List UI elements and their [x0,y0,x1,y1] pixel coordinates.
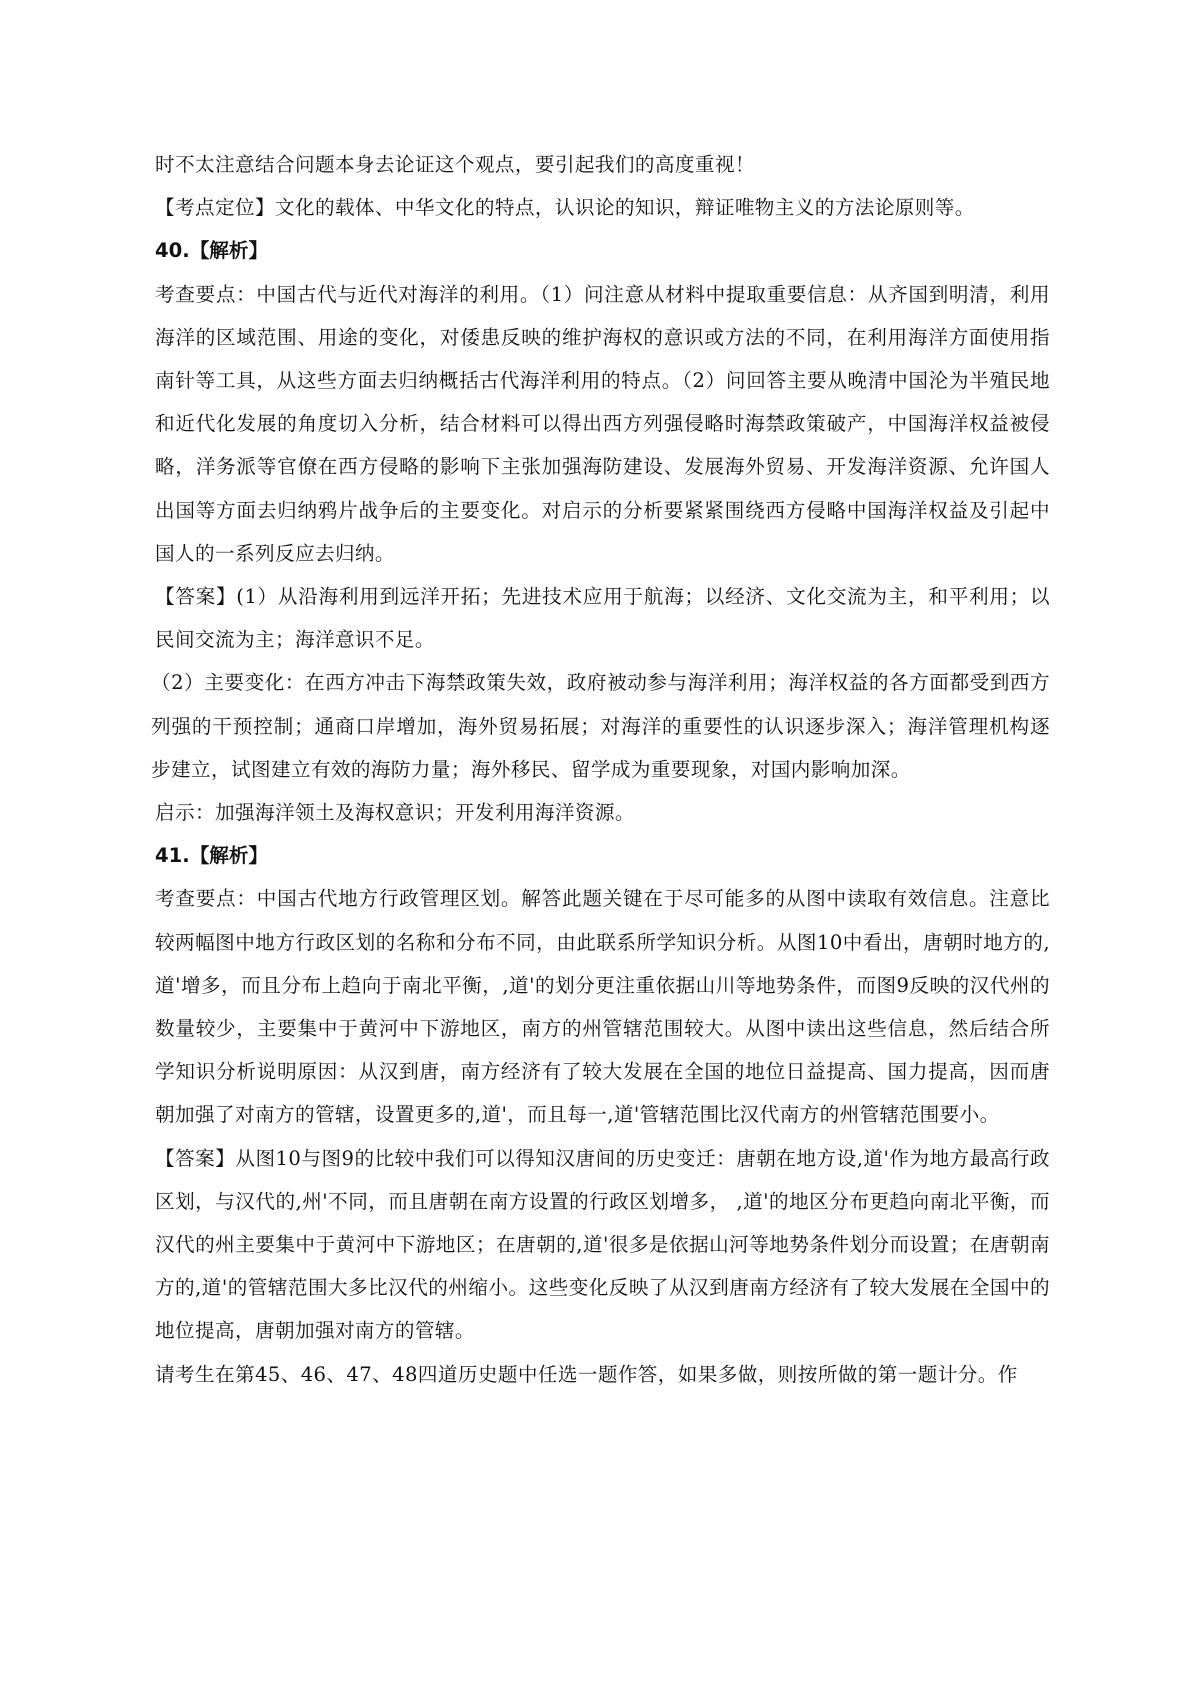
q41-analysis-paragraph: 考查要点：中国古代地方行政管理区划。解答此题关键在于尽可能多的从图中读取有效信息。注意比较两幅图中地方行政区划的名称和分布不同，由此联系所学知识分析。从图10中看出，唐朝时地方的,道'增多，而且分布上趋向于南北平衡，,道'的划分更注重依据山川等地势条件，而图9反映的汉代州的数量较少，主要集中于黄河中下游地区，南方的州管辖范围较大。从图中读出这些信息，然后结合所学知识分析说明原因：从汉到唐，南方经济有了较大发展在全国的地位日益提高、国力提高，因而唐朝加强了对南方的管辖，设置更多的,道'，而且每一,道'管辖范围比汉代南方的州管辖范围要小。 [155,887,1050,1127]
q40-heading: 40.【解析】 [155,239,269,263]
kaodian-paragraph: 【考点定位】文化的载体、中华文化的特点，认识论的知识，辩证唯物主义的方法论原则等。 [155,196,975,220]
intro-paragraph: 时不太注意结合问题本身去论证这个观点，要引起我们的高度重视！ [155,153,755,176]
final-instruction-paragraph: 请考生在第45、46、47、48四道历史题中任选一题作答，如果多做，则按所做的第一题计分。作 [155,1362,1018,1386]
q41-heading: 41.【解析】 [155,844,269,868]
q41-answer-paragraph: 【答案】从图10与图9的比较中我们可以得知汉唐间的历史变迁：唐朝在地方设,道'作为地方最高行政区划，与汉代的,州'不同，而且唐朝在南方设置的行政区划增多， ,道'的地区分布更趋向南北平衡，而汉代的州主要集中于黄河中下游地区；在唐朝的,道'很多是依据山河等地势条件划分而设置；在唐朝南方的,道'的管辖范围大多比汉代的州缩小。这些变化反映了从汉到唐南方经济有了较大发展在全国中的地位提高，唐朝加强对南方的管辖。 [155,1146,1050,1343]
document-page [151,143,1050,1396]
q40-enlightenment-paragraph: 启示：加强海洋领土及海权意识；开发利用海洋资源。 [155,801,635,825]
q40-answer-paragraph: 【答案】(1）从沿海利用到远洋开拓；先进技术应用于航海；以经济、文化交流为主，和平利用；以民间交流为主；海洋意识不足。 [155,585,1050,652]
q40-analysis-paragraph: 考查要点：中国古代与近代对海洋的利用。（1）问注意从材料中提取重要信息：从齐国到明清，利用海洋的区域范围、用途的变化，对倭患反映的维护海权的意识或方法的不同，在利用海洋方面使用指南针等工具，从这些方面去归纳概括古代海洋利用的特点。（2）问回答主要从晚清中国沦为半殖民地和近代化发展的角度切入分析，结合材料可以得出西方列强侵略时海禁政策破产，中国海洋权益被侵略，洋务派等官僚在西方侵略的影响下主张加强海防建设、发展海外贸易、开发海洋资源、允许国人出国等方面去归纳鸦片战争后的主要变化。对启示的分析要紧紧围绕西方侵略中国海洋权益及引起中国人的一系列反应去归纳。 [155,282,1050,565]
q40-answer-part2-paragraph: （2）主要变化：在西方冲击下海禁政策失效，政府被动参与海洋利用；海洋权益的各方面都受到西方列强的干预控制；通商口岸增加，海外贸易拓展；对海洋的重要性的认识逐步深入；海洋管理机构逐步建立，试图建立有效的海防力量；海外移民、留学成为重要现象，对国内影响加深。 [151,671,1050,781]
